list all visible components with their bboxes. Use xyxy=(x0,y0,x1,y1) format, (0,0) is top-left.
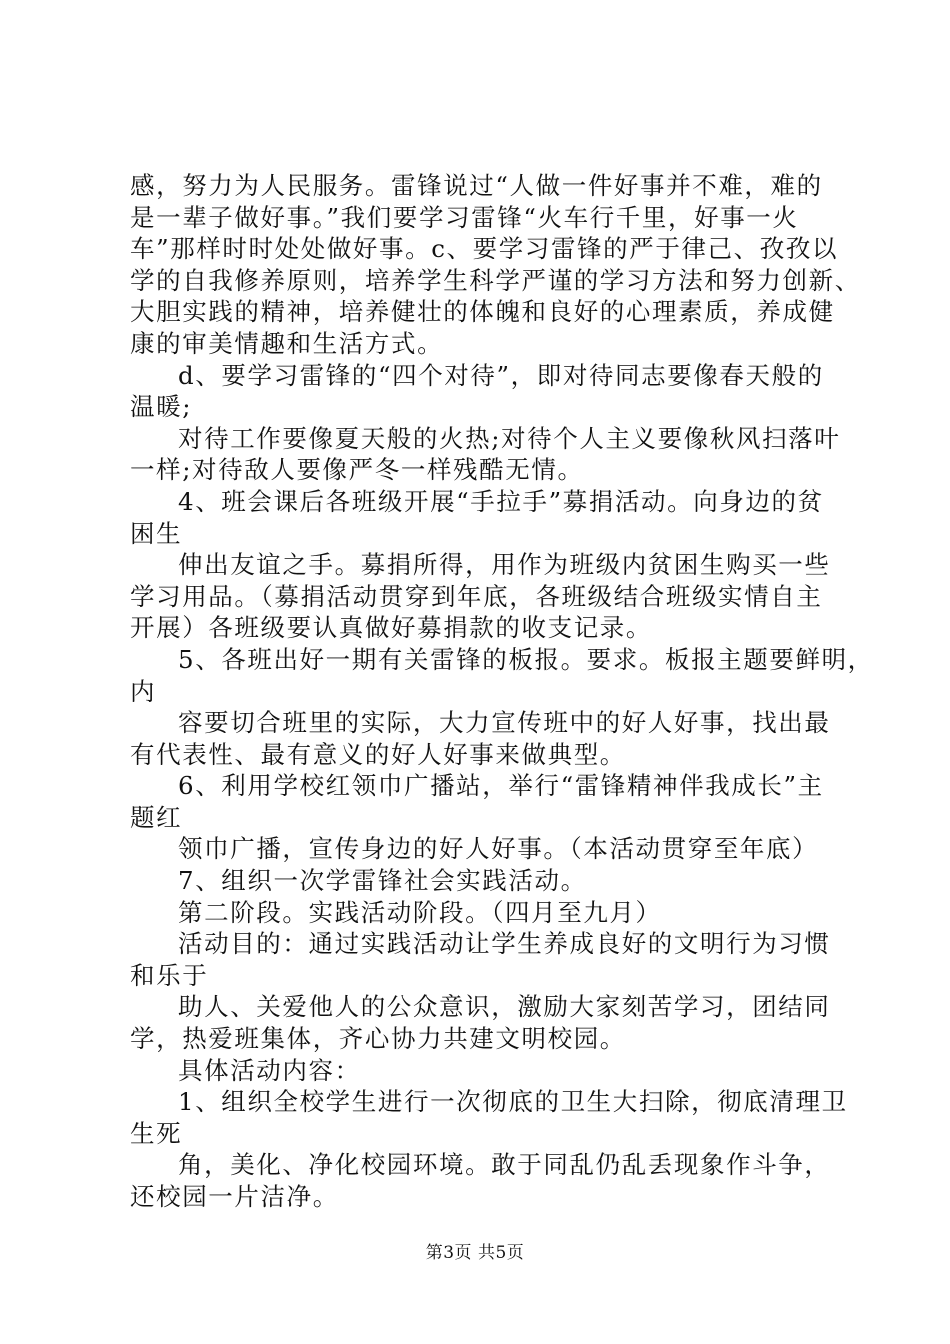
text-line: 车”那样时时处处做好事。c、要学习雷锋的严于律己、孜孜以 xyxy=(130,234,839,264)
document-body xyxy=(130,170,874,1213)
text-line: 大胆实践的精神，培养健壮的体魄和良好的心理素质，养成健 xyxy=(130,297,835,327)
text-line: 对待工作要像夏天般的火热;对待个人主义要像秋风扫落叶 xyxy=(178,423,841,453)
text-line: 是一辈子做好事。”我们要学习雷锋“火车行千里，好事一火 xyxy=(130,202,799,232)
text-line: 学习用品。（募捐活动贯穿到年底，各班级结合班级实情自主 xyxy=(130,581,823,611)
text-line: 领巾广播，宣传身边的好人好事。（本活动贯穿至年底） xyxy=(178,834,819,864)
text-line: 困生 xyxy=(130,518,183,548)
page-footer xyxy=(0,1242,950,1264)
text-line: 活动目的：通过实践活动让学生养成良好的文明行为习惯 xyxy=(178,929,831,959)
text-line: 4、班会课后各班级开展“手拉手”募捐活动。向身边的贫 xyxy=(178,486,824,516)
text-line: 助人、关爱他人的公众意识，激励大家刻苦学习，团结同 xyxy=(178,992,831,1022)
text-line: 第二阶段。实践活动阶段。（四月至九月） xyxy=(178,897,662,927)
text-line: 学的自我修养原则，培养学生科学严谨的学习方法和努力创新、 xyxy=(130,265,861,295)
text-line: 容要切合班里的实际，大力宣传班中的好人好事，找出最 xyxy=(178,708,831,738)
page-number: 第3页 共5页 xyxy=(425,1243,525,1263)
text-line: 生死 xyxy=(130,1118,183,1148)
text-line: 开展）各班级要认真做好募捐款的收支记录。 xyxy=(130,613,652,643)
text-line: 6、利用学校红领巾广播站，举行“雷锋精神伴我成长”主 xyxy=(178,771,824,801)
text-line: 7、组织一次学雷锋社会实践活动。 xyxy=(178,866,587,896)
text-line: 题红 xyxy=(130,802,183,832)
text-line: 温暖; xyxy=(130,392,193,422)
text-line: 伸出友谊之手。募捐所得，用作为班级内贫困生购买一些 xyxy=(178,550,831,580)
text-line: 有代表性、最有意义的好人好事来做典型。 xyxy=(130,739,626,769)
text-line: 具体活动内容： xyxy=(178,1055,361,1085)
text-line: 1、组织全校学生进行一次彻底的卫生大扫除，彻底清理卫 xyxy=(178,1087,848,1117)
text-line: 5、各班出好一期有关雷锋的板报。要求。板报主题要鲜明， xyxy=(178,644,874,674)
text-line: 感，努力为人民服务。雷锋说过“人做一件好事并不难，难的 xyxy=(130,171,823,200)
text-line: 一样;对待敌人要像严冬一样残酷无情。 xyxy=(130,455,584,485)
text-line: d、要学习雷锋的“四个对待”，即对待同志要像春天般的 xyxy=(178,360,824,390)
text-line: 康的审美情趣和生活方式。 xyxy=(130,328,444,358)
text-line: 内 xyxy=(130,676,157,706)
text-line: 学，热爱班集体，齐心协力共建文明校园。 xyxy=(130,1024,626,1054)
text-line: 角，美化、净化校园环境。敢于同乱仍乱丢现象作斗争， xyxy=(178,1150,831,1180)
text-line: 和乐于 xyxy=(130,960,209,990)
text-line: 还校园一片洁净。 xyxy=(130,1182,339,1211)
